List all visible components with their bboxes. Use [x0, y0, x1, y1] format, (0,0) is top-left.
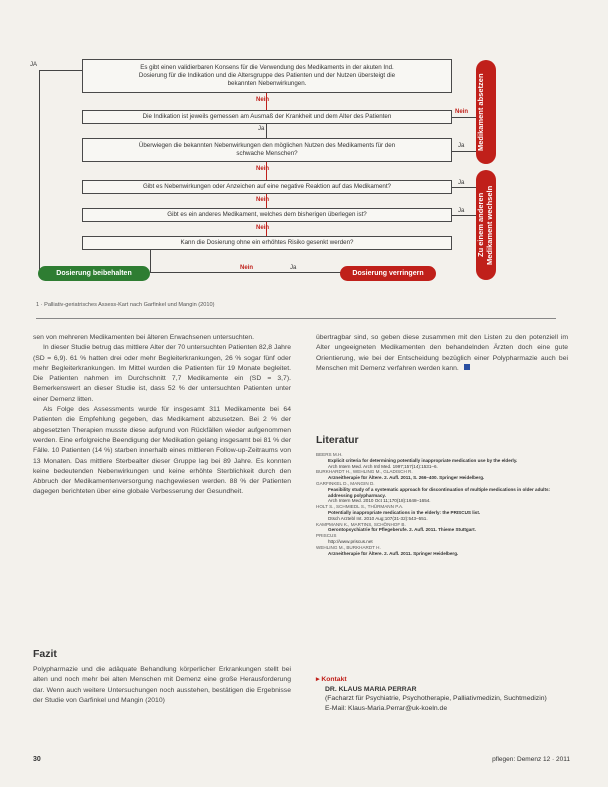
literatur-heading: Literatur — [316, 434, 359, 446]
arrow-box2-right — [452, 117, 476, 118]
ja-label-2: Ja — [258, 126, 265, 132]
ref-6: WEHLING M., BURKHARDT H. Arzneitherapie für Ältere. 2. Aufl. 2011. Springer Heidelberg. — [316, 544, 459, 556]
right-paragraph-text: übertragbar sind, so geben diese zusammen mit den Listen zu den potenziell im Alter ungeeigneten Medikamenten den behandelnden Ärzten doch eine gute Orientierung, wie bei der Entscheidung bezüglich einer Polypharmazie auch bei Menschen mit Demenz verfahren werden kann. — [316, 334, 568, 372]
contact-email[interactable]: E-Mail: Klaus-Maria.Perrar@uk-koeln.de — [325, 704, 448, 712]
flow-box-1: Es gibt einen validierbaren Konsens für die Verwendung des Medikaments in der akuten Ind. Dosierung für die Indikation und die Altersgruppe des Patienten und der Nutzen übersteigt die bekannten Nebenwirkungen. — [82, 59, 452, 93]
contact-block — [316, 675, 566, 713]
contact-name: DR. KLAUS MARIA PERRAR — [325, 685, 417, 693]
fazit-heading: Fazit — [33, 648, 57, 660]
ja-label-5: Ja — [458, 208, 465, 214]
caption-rule — [36, 318, 556, 319]
flowchart — [0, 0, 608, 300]
arrow-box4-right — [452, 187, 476, 188]
nein-label-3: Nein — [256, 166, 270, 172]
fazit-text: Polypharmazie und die adäquate Behandlung körperlicher Erkrankungen stellt bei alten und noch mehr bei alten Menschen mit Demenz eine große Herausforderung dar. Wenn auch weitere Untersuchungen noch ausstehen, bestätigen die Ergebnisse der Studie von Garfinkel und Mangin (2010) — [33, 666, 291, 704]
side-badge-absetzen-label: Medikament absetzen — [476, 73, 485, 151]
ja-label-4: Ja — [458, 180, 465, 186]
flow-box-5: Gibt es ein anderes Medikament, welches dem bisherigen überlegen ist? — [82, 208, 452, 222]
contact-label-row — [316, 675, 566, 685]
end-square-icon — [464, 364, 470, 370]
ja-label-3: Ja — [458, 143, 465, 149]
ja-loop-line — [39, 70, 84, 274]
nein-label-2: Nein — [455, 109, 469, 115]
flow-box-3: Überwiegen die bekannten Nebenwirkungen den möglichen Nutzen des Medikaments für den schwache Menschen? — [82, 138, 452, 162]
dose-reduce-badge: Dosierung verringern — [340, 266, 436, 281]
ref-0: BEERS M.H. Explicit criteria for determining potentially inappropriate medication use by the elderly. Arch Intern Med. Arch Intl Med. 1997;157(14):1531–6. — [316, 452, 518, 469]
nein-label-6: Nein — [240, 265, 254, 271]
arrow-box3-right — [452, 151, 476, 152]
ref-1: BURKHARDT H., WEHLING M., GLADISCH R. Arzneitherapie für Ältere. 2. Aufl. 2011, S. 266–400. Springer Heidelberg. — [316, 469, 485, 481]
ja-label-6: Ja — [290, 265, 297, 271]
ref-5: PRISCUS http://www.priscus.net — [316, 533, 373, 544]
ref-3: HOLT S., SCHMIEDL S., THÜRMANN P.A. Potentially inappropriate medications in the elderly: the PRISCUS list. Dtsch Arztebl Int. 2010 Aug;107(31-32):543–551. — [316, 504, 481, 521]
left-paragraph-2: In dieser Studie betrug das mittlere Alter der 70 untersuchten Patienten 82,8 Jahre (SD = 6,9). 61 % hatten drei oder mehr Begleiterkrankungen, 26 % sogar fünf oder mehr Begleiterkrankungen. Im Mittel wurden die Patienten für 19 Monate begleitet. Die Patienten nahmen im Durchschnitt 7,7 Medikamente ein (SD = 3,7). Bemerkenswert an dieser Studie ist, dass 52 % der untersuchten Patienten unter einer Demenz litten. — [33, 344, 291, 403]
figure-caption: 1 · Palliativ-geriatrisches Assess-Kart nach Garfinkel und Mangin (2010) — [36, 302, 215, 308]
journal-footer: pflegen: Demenz 12 · 2011 — [492, 756, 570, 763]
ref-4: KAMPMANN K., MARTINS, SCHÖNHOF B. Gerontopsychiatrie für Pflegeberufe. 2. Aufl. 2011. Thieme Stuttgart. — [316, 521, 476, 533]
dose-keep-badge: Dosierung beibehalten — [38, 266, 150, 281]
contact-arrow-icon: ▸ — [316, 676, 322, 683]
flow-box-4: Gibt es Nebenwirkungen oder Anzeichen auf eine negative Reaktion auf das Medikament? — [82, 180, 452, 194]
page-number: 30 — [33, 756, 41, 763]
contact-label: Kontakt — [321, 676, 347, 683]
nein-label-1: Nein — [256, 97, 270, 103]
literatur-list — [316, 452, 566, 556]
left-paragraph-3: Als Folge des Assessments wurde für insgesamt 311 Medikamente bei 64 Patienten die Empfehlung gegeben, das Medikament abzusetzen. Bei 2 % der abgesetzten Therapien musste diese aufgrund von Rückfällen wieder aufgenommen werden. Eine erfolgreiche Beendigung der Medikation gelang insgesamt bei 81 % der Fälle. 10 Patienten (14 %) starben innerhalb eines mittleren Follow-up-Zeitraums von 13 Monaten. Das mittlere Sterbealter dieser Gruppe lag bei 89 Jahre. Es konnten keine bedeutenden Nebenwirkungen und keine erhöhte Sterblichkeit durch den Abbruch der Medikamentenversorgung nachgewiesen werden. 88 % der Patienten dagegen berichteten über eine globale Verbesserung der Gesundheit. — [33, 406, 291, 496]
ja-label-left: JA — [30, 62, 38, 68]
flow-box-2: Die Indikation ist jeweils gemessen am Ausmaß der Krankheit und dem Alter des Patienten — [82, 110, 452, 124]
left-paragraph-1: sen von mehreren Medikamenten bei älteren Erwachsenen untersuchten. — [33, 334, 255, 341]
right-paragraph — [316, 333, 568, 374]
nein-label-4: Nein — [256, 197, 270, 203]
flow-box-6: Kann die Dosierung ohne ein erhöhtes Risiko gesenkt werden? — [82, 236, 452, 250]
contact-role: (Facharzt für Psychiatrie, Psychotherapie, Palliativmedizin, Suchtmedizin) — [325, 695, 547, 702]
arrow-2 — [266, 124, 267, 138]
arrow-box5-right — [452, 215, 476, 216]
left-column — [33, 333, 291, 498]
side-badge-wechseln-label: Zu einem anderen Medikament wechseln — [476, 185, 494, 265]
ref-2: GARFINKEL D., MANGIN D. Feasibility study of a systematic approach for discontinuation of multiple medications in older adults: addressing polypharmacy. Arch Intern Med. 2010 Oct 11;170(18):1648–1654. — [316, 480, 551, 504]
nein-label-5: Nein — [256, 225, 270, 231]
